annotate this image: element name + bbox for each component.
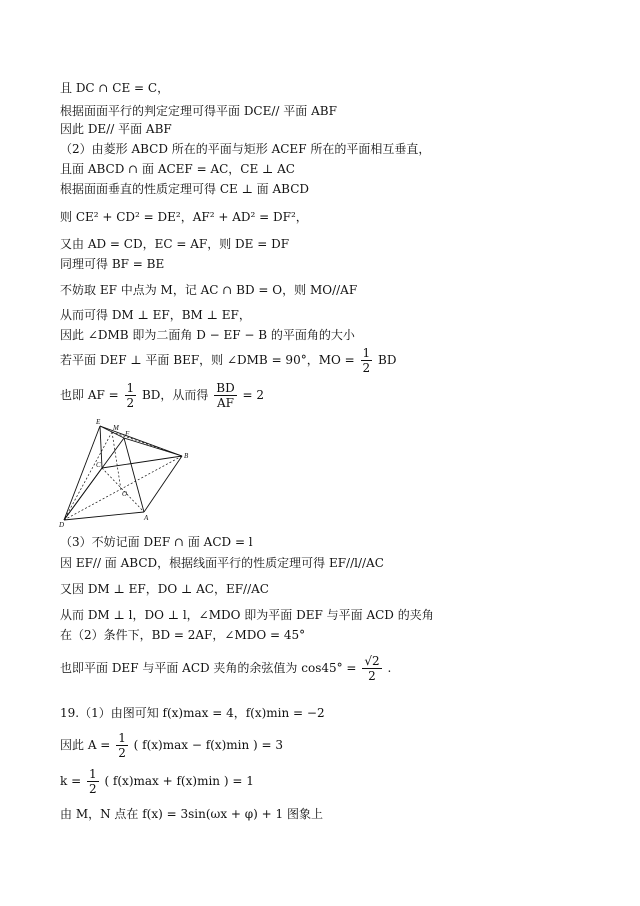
text-line-22 bbox=[60, 731, 283, 760]
label-b: B bbox=[184, 452, 189, 460]
text-line-3: 因此 DE// 平面 ABF bbox=[60, 122, 172, 136]
line-14-text: 也即 AF = bbox=[60, 388, 119, 402]
edge-mo-hidden bbox=[112, 432, 121, 490]
edge-cb bbox=[102, 456, 182, 468]
edge-ed bbox=[64, 426, 100, 520]
line-13-tail: BD bbox=[378, 353, 397, 367]
text-line-2: 根据面面平行的判定定理可得平面 DCE// 平面 ABF bbox=[60, 104, 337, 118]
edge-md-hidden bbox=[64, 432, 112, 520]
fraction-half bbox=[87, 767, 99, 796]
fraction-numerator: BD bbox=[216, 381, 235, 395]
text-line-10: 不妨取 EF 中点为 M，记 AC ∩ BD = O，则 MO//AF bbox=[60, 283, 358, 297]
text-line-1: 且 DC ∩ CE = C， bbox=[60, 81, 170, 95]
text-line-21: 19.（1）由图可知 f(x)max = 4，f(x)min = −2 bbox=[60, 706, 325, 720]
fraction-numerator: 1 bbox=[126, 381, 135, 395]
text-line-6: 根据面面垂直的性质定理可得 CE ⊥ 面 ABCD bbox=[60, 182, 309, 196]
label-a: A bbox=[144, 514, 149, 522]
text-line-23 bbox=[60, 767, 254, 796]
label-e: E bbox=[96, 418, 101, 426]
text-line-19: 在（2）条件下，BD = 2AF，∠MDO = 45° bbox=[60, 628, 306, 642]
text-line-14 bbox=[60, 381, 264, 410]
text-line-13 bbox=[60, 346, 396, 375]
fraction-denominator: 2 bbox=[126, 396, 135, 410]
text-line-9: 同理可得 BF = BE bbox=[60, 257, 165, 271]
fraction-denominator: AF bbox=[216, 396, 234, 410]
line-14-tail: = 2 bbox=[242, 388, 265, 402]
line-20-text: 也即平面 DEF 与平面 ACD 夹角的余弦值为 cos45° = bbox=[60, 661, 357, 675]
geometry-figure bbox=[58, 416, 198, 528]
text-line-4: （2）由菱形 ABCD 所在的平面与矩形 ACEF 所在的平面相互垂直， bbox=[60, 142, 431, 156]
text-line-8: 又由 AD = CD，EC = AF，则 DE = DF bbox=[60, 237, 290, 251]
fraction-numerator: 1 bbox=[362, 346, 371, 360]
edge-db-hidden bbox=[64, 456, 182, 520]
fraction-bd-af bbox=[214, 381, 236, 410]
text-line-16: 因 EF// 面 ABCD，根据线面平行的性质定理可得 EF//l//AC bbox=[60, 556, 384, 570]
edge-dc bbox=[64, 468, 102, 520]
text-line-15: （3）不妨记面 DEF ∩ 面 ACD = l bbox=[60, 535, 253, 549]
fraction-numerator: 1 bbox=[118, 731, 126, 745]
text-line-11: 从而可得 DM ⊥ EF，BM ⊥ EF， bbox=[60, 308, 251, 322]
line-22-tail: ( f(x)max − f(x)min ) = 3 bbox=[133, 738, 284, 752]
fraction-denominator: 2 bbox=[362, 361, 371, 375]
label-f: F bbox=[125, 430, 130, 438]
text-line-5: 且面 ABCD ∩ 面 ACEF = AC，CE ⊥ AC bbox=[60, 162, 295, 176]
label-d: D bbox=[59, 521, 65, 528]
line-14-mid: BD，从而得 bbox=[141, 388, 209, 402]
edge-ab bbox=[144, 456, 182, 512]
text-line-7: 则 CE² + CD² = DE²，AF² + AD² = DF²， bbox=[60, 210, 308, 224]
fraction-half bbox=[125, 381, 137, 410]
fraction-denominator: 2 bbox=[118, 746, 126, 760]
edge-fa bbox=[124, 438, 144, 512]
label-o: O bbox=[122, 490, 128, 498]
text-line-24: 由 M，N 点在 f(x) = 3sin(ωx + φ) + 1 图象上 bbox=[60, 807, 323, 821]
text-line-12: 因此 ∠DMB 即为二面角 D − EF − B 的平面角的大小 bbox=[60, 328, 355, 342]
fraction-root2-over-2 bbox=[362, 654, 381, 683]
fraction-numerator: √2 bbox=[364, 654, 380, 668]
line-20-tail: . bbox=[387, 661, 392, 675]
line-13-text: 若平面 DEF ⊥ 平面 BEF，则 ∠DMB = 90°，MO = bbox=[60, 353, 355, 367]
line-23-text: k = bbox=[60, 774, 82, 788]
fraction-half bbox=[116, 731, 128, 760]
fraction-half bbox=[361, 346, 373, 375]
text-line-20 bbox=[60, 654, 391, 683]
label-c: C bbox=[96, 461, 101, 469]
fraction-denominator: 2 bbox=[88, 782, 97, 796]
text-line-18: 从而 DM ⊥ l，DO ⊥ l，∠MDO 即为平面 DEF 与平面 ACD 的夹角 bbox=[60, 608, 434, 622]
fraction-denominator: 2 bbox=[368, 669, 376, 683]
label-m: M bbox=[113, 424, 119, 432]
text-line-17: 又因 DM ⊥ EF，DO ⊥ AC，EF//AC bbox=[60, 582, 269, 596]
fraction-numerator: 1 bbox=[88, 767, 97, 781]
line-23-tail: ( f(x)max + f(x)min ) = 1 bbox=[104, 774, 254, 788]
line-22-text: 因此 A = bbox=[60, 738, 111, 752]
